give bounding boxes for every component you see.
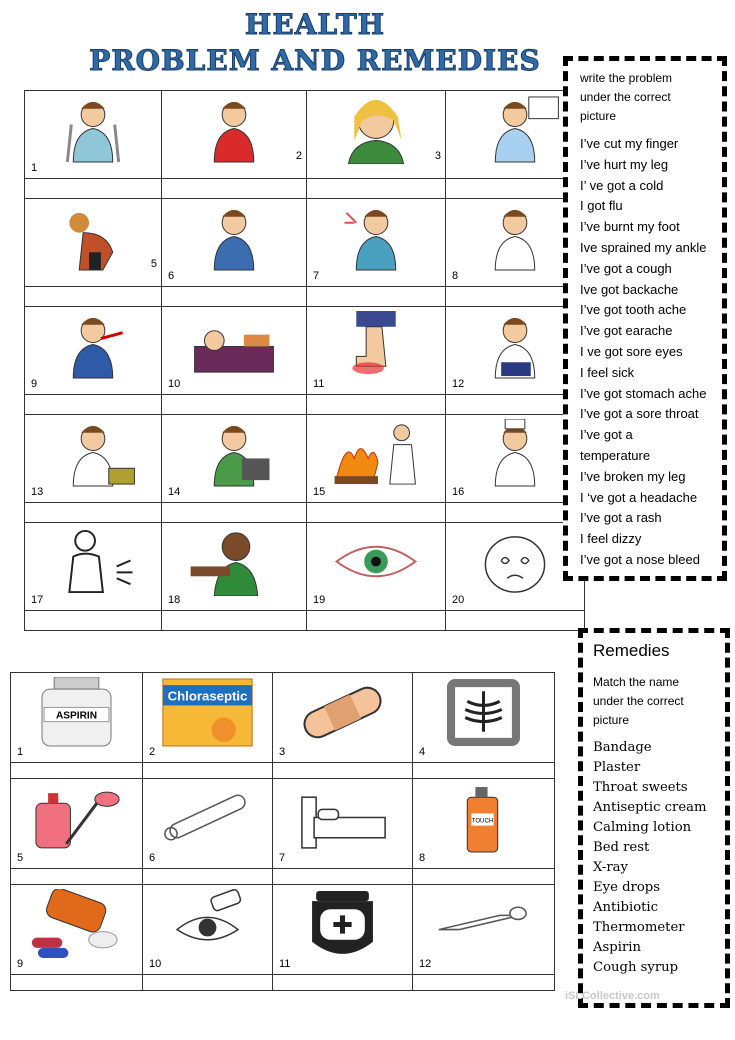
sore-eye-icon <box>313 527 439 596</box>
picture-number: 15 <box>313 486 326 498</box>
problems-picture-cell <box>25 415 162 503</box>
word-list-item: I ve got sore eyes <box>580 343 683 359</box>
picture-number: 17 <box>31 594 44 606</box>
fever-man-icon <box>31 311 155 380</box>
answer-blank[interactable] <box>25 179 162 199</box>
problems-word-list <box>580 134 716 571</box>
answer-blank[interactable] <box>413 975 555 991</box>
picture-number: 12 <box>419 958 432 970</box>
remedies-answer-row <box>11 975 555 991</box>
problems-answer-row <box>25 287 585 307</box>
word-list-item: I’ve got stomach ache <box>580 385 707 401</box>
lotion-bottle-icon <box>419 783 548 854</box>
picture-number: 12 <box>452 378 465 390</box>
remedies-answer-row <box>11 869 555 885</box>
problems-picture-cell <box>307 199 446 287</box>
word-list-item: I’ve got tooth ache <box>580 302 687 318</box>
plaster-icon <box>279 677 406 748</box>
problems-picture-row <box>25 307 585 395</box>
word-list-item: I’ve burnt my foot <box>580 219 680 235</box>
word-list-item: I’ve cut my finger <box>580 136 679 151</box>
bed-icon <box>279 783 406 854</box>
remedies-picture-cell <box>11 885 143 975</box>
word-list-item: I’ve got a sore throat <box>580 406 699 422</box>
xray-icon <box>419 677 548 748</box>
word-list-item: I’ve hurt my leg <box>580 156 669 172</box>
sore-throat-girl-icon <box>313 95 439 164</box>
problems-picture-row <box>25 415 585 503</box>
remedies-picture-cell <box>11 673 143 763</box>
answer-blank[interactable] <box>307 503 446 523</box>
crutches-boy-icon <box>31 95 155 164</box>
burnt-foot-icon <box>313 311 439 380</box>
word-list-item: I’ve got a <box>580 427 633 443</box>
backache-man-icon <box>31 527 155 596</box>
remedies-picture-cell <box>143 779 273 869</box>
title-health: HEALTH <box>244 8 386 41</box>
problems-word-box <box>563 56 727 581</box>
answer-blank[interactable] <box>143 869 273 885</box>
sprained-ankle-icon <box>452 311 578 380</box>
picture-number: 1 <box>17 746 24 758</box>
picture-number: 19 <box>313 594 326 606</box>
answer-blank[interactable] <box>307 611 446 631</box>
aspirin-bottle-icon <box>17 677 136 748</box>
answer-blank[interactable] <box>11 975 143 991</box>
sneezing-man-icon <box>452 203 578 272</box>
picture-number: 2 <box>149 746 156 758</box>
answer-blank[interactable] <box>413 869 555 885</box>
remedies-grid <box>10 672 555 991</box>
picture-number: 4 <box>419 746 426 758</box>
word-list-item: I’ ve got a cold <box>580 177 664 193</box>
answer-blank[interactable] <box>143 975 273 991</box>
remedies-picture-cell <box>273 673 413 763</box>
remedies-picture-cell <box>273 779 413 869</box>
word-list-item: Aspirin <box>593 940 641 955</box>
toothache-boy-icon <box>313 203 439 272</box>
picture-number: 7 <box>279 852 286 864</box>
word-list-item: Calming lotion <box>593 820 692 835</box>
word-list-item: I ‘ve got a headache <box>580 489 698 505</box>
problems-picture-cell <box>162 199 307 287</box>
word-list-item: I’ve got a rash <box>580 510 662 526</box>
thermometer-icon <box>149 783 266 854</box>
bandage-roll-icon <box>419 889 548 960</box>
title-problem-and-remedies: PROBLEM AND REMEDIES <box>89 44 541 77</box>
picture-number: 11 <box>313 378 325 390</box>
chloraseptic-box-icon <box>149 677 266 748</box>
problems-grid <box>24 90 585 631</box>
svg-text:TOUCH: TOUCH <box>471 817 494 825</box>
answer-blank[interactable] <box>25 287 162 307</box>
problems-answer-row <box>25 395 585 415</box>
picture-number: 3 <box>279 746 286 758</box>
answer-blank[interactable] <box>307 287 446 307</box>
coughing-man-icon <box>168 95 300 164</box>
svg-text:Chloraseptic: Chloraseptic <box>167 688 248 704</box>
picture-number: 14 <box>168 486 181 498</box>
problems-picture-cell <box>307 307 446 395</box>
answer-blank[interactable] <box>413 763 555 779</box>
dizzy-face-icon <box>452 527 578 596</box>
burnt-finger-fire-icon <box>313 419 439 488</box>
remedies-picture-row <box>11 673 555 763</box>
word-list-item: Antiseptic cream <box>593 800 707 815</box>
answer-blank[interactable] <box>162 503 307 523</box>
answer-blank[interactable] <box>162 287 307 307</box>
problems-picture-row <box>25 199 585 287</box>
picture-number: 8 <box>452 270 459 282</box>
word-list-item: Bandage <box>593 740 652 755</box>
problems-answer-row <box>25 503 585 523</box>
picture-number: 2 <box>295 150 302 162</box>
problems-picture-cell <box>25 523 162 611</box>
picture-number: 5 <box>150 258 157 270</box>
picture-number: 18 <box>168 594 181 606</box>
answer-blank[interactable] <box>162 179 307 199</box>
word-list-item: temperature <box>580 447 651 463</box>
word-list-item: Eye drops <box>593 880 660 895</box>
answer-blank[interactable] <box>25 611 162 631</box>
problems-answer-row <box>25 179 585 199</box>
problems-picture-cell <box>25 199 162 287</box>
word-list-item: I’ve got a nose bleed <box>580 551 700 567</box>
picture-number: 9 <box>31 378 38 390</box>
remedies-title: Remedies <box>593 641 670 660</box>
remedies-picture-row <box>11 885 555 975</box>
problems-picture-cell <box>162 415 307 503</box>
word-list-item: Antibiotic <box>593 900 659 915</box>
word-list-item: X-ray <box>593 860 628 875</box>
nose-bleed-boy-icon <box>168 419 300 488</box>
remedies-picture-cell <box>413 673 555 763</box>
nausea-boy-icon <box>31 419 155 488</box>
picture-number: 9 <box>17 958 24 970</box>
answer-blank[interactable] <box>25 395 162 415</box>
remedies-picture-cell <box>143 885 273 975</box>
problems-picture-cell <box>307 523 446 611</box>
word-list-item: Cough syrup <box>593 960 679 975</box>
problems-picture-cell <box>162 523 307 611</box>
picture-number: 6 <box>149 852 156 864</box>
problems-picture-cell <box>25 307 162 395</box>
remedies-picture-cell <box>143 673 273 763</box>
answer-blank[interactable] <box>11 763 143 779</box>
picture-number: 11 <box>279 958 291 970</box>
word-list-item: Ive sprained my ankle <box>580 239 707 255</box>
problems-picture-cell <box>162 91 307 179</box>
word-list-item: I’ve got a cough <box>580 260 672 276</box>
watermark: iSLCollective.com <box>565 990 660 1002</box>
word-list-item: I’ve broken my leg <box>580 468 686 484</box>
cough-syrup-icon <box>17 783 136 854</box>
answer-blank[interactable] <box>273 763 413 779</box>
picture-number: 5 <box>17 852 24 864</box>
remedies-word-box <box>578 628 730 1008</box>
remedies-picture-cell <box>11 779 143 869</box>
word-list-item: Thermometer <box>593 920 685 935</box>
problems-picture-cell <box>25 91 162 179</box>
cut-finger-chef-icon <box>452 419 578 488</box>
answer-blank[interactable] <box>25 503 162 523</box>
answer-blank[interactable] <box>11 869 143 885</box>
picture-number: 20 <box>452 594 465 606</box>
problems-answer-row <box>25 611 585 631</box>
answer-blank[interactable] <box>162 395 307 415</box>
answer-blank[interactable] <box>162 611 307 631</box>
svg-text:ASPIRIN: ASPIRIN <box>55 710 98 722</box>
word-list-item: Plaster <box>593 760 641 775</box>
picture-number: 8 <box>419 852 426 864</box>
word-list-item: I got flu <box>580 198 623 214</box>
word-list-item: I feel dizzy <box>580 531 642 547</box>
answer-blank[interactable] <box>307 395 446 415</box>
headache-woman-icon <box>168 203 300 272</box>
antiseptic-icon <box>279 889 406 960</box>
picture-number: 13 <box>31 486 44 498</box>
answer-blank[interactable] <box>273 869 413 885</box>
answer-blank[interactable] <box>273 975 413 991</box>
remedies-word-list <box>593 738 719 978</box>
picture-number: 6 <box>168 270 175 282</box>
remedies-picture-row <box>11 779 555 869</box>
problems-picture-cell <box>307 91 446 179</box>
stomachache-man-icon <box>31 203 155 272</box>
problems-picture-cell <box>162 307 307 395</box>
word-list-item: I feel sick <box>580 364 635 380</box>
remedies-picture-cell <box>273 885 413 975</box>
answer-blank[interactable] <box>307 179 446 199</box>
picture-number: 7 <box>313 270 320 282</box>
rash-boy-icon <box>168 527 300 596</box>
problems-picture-row <box>25 91 585 179</box>
problems-picture-row <box>25 523 585 611</box>
sick-in-bed-icon <box>168 311 300 380</box>
picture-number: 10 <box>168 378 181 390</box>
word-list-item: I’ve got earache <box>580 323 673 339</box>
picture-number: 16 <box>452 486 465 498</box>
word-list-item: Bed rest <box>593 840 650 855</box>
remedies-picture-cell <box>413 885 555 975</box>
problems-instruction: write the problem under the correct picture <box>580 71 673 123</box>
pills-icon <box>17 889 136 960</box>
picture-number: 1 <box>31 162 38 174</box>
word-list-item: Ive got backache <box>580 281 679 297</box>
remedies-picture-cell <box>413 779 555 869</box>
picture-number: 10 <box>149 958 162 970</box>
earache-boy-icon <box>452 95 578 164</box>
remedies-answer-row <box>11 763 555 779</box>
picture-number: 3 <box>434 150 441 162</box>
remedies-instruction: Match the name under the correct picture <box>593 675 684 727</box>
word-list-item: Throat sweets <box>593 780 688 795</box>
eye-drops-icon <box>149 889 266 960</box>
problems-picture-cell <box>307 415 446 503</box>
answer-blank[interactable] <box>446 611 585 631</box>
answer-blank[interactable] <box>143 763 273 779</box>
